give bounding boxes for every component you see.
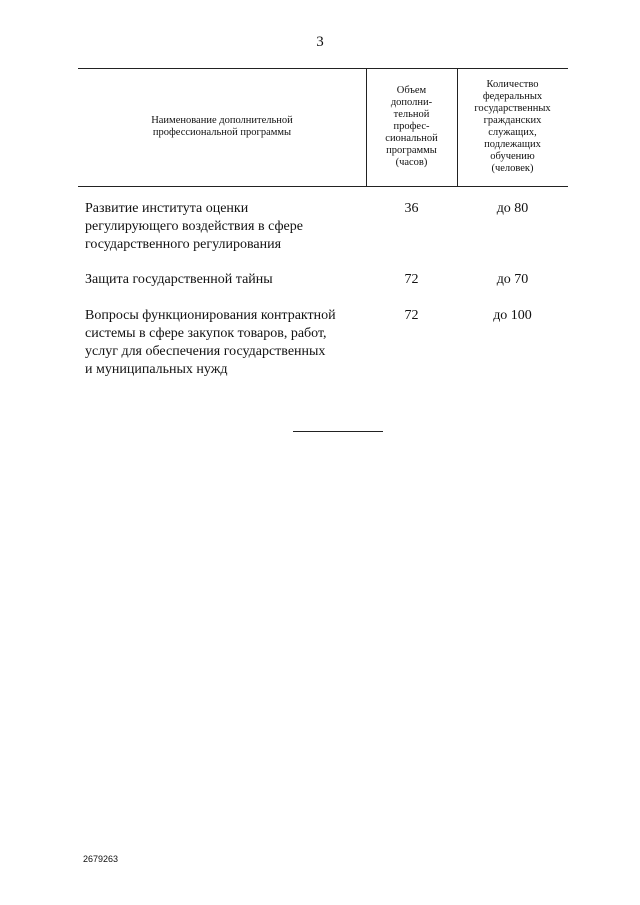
program-people: до 100: [493, 308, 532, 323]
header-program-name: Наименование дополнительной профессиональной программы: [151, 115, 293, 138]
document-id: 2679263: [83, 854, 119, 864]
program-name: Развитие института оценки регулирующего воздействия в сфере государственного регулирования: [85, 201, 303, 252]
program-name: Защита государственной тайны: [85, 272, 273, 287]
program-name: Вопросы функционирования контрактной системы в сфере закупок товаров, работ, услуг для обеспечения государственных и муниципальных нужд: [85, 308, 336, 377]
program-hours: 72: [404, 308, 419, 323]
header-people-count: Количество федеральных государственных гражданских служащих, подлежащих обучению (человек): [474, 79, 551, 174]
table-header-rule: [78, 186, 568, 187]
program-hours: 72: [404, 272, 419, 287]
program-people: до 80: [496, 201, 529, 216]
page-number: 3: [316, 34, 324, 50]
program-people: до 70: [496, 272, 529, 287]
closing-rule: [293, 431, 383, 432]
program-hours: 36: [404, 201, 419, 216]
header-hours: Объем дополни- тельной профес- сиональной программы (часов): [385, 85, 438, 168]
